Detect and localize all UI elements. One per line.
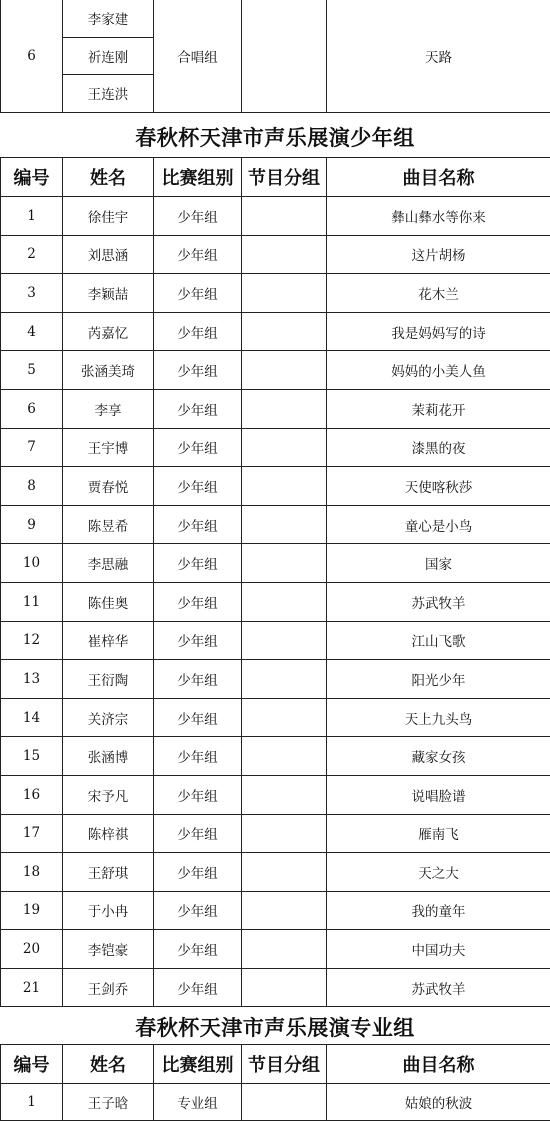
section-title-pro: 春秋杯天津市声乐展演专业组 (135, 1015, 415, 1040)
competition-group: 少年组 (154, 389, 242, 428)
song-title: 这片胡杨 (327, 235, 550, 274)
entry-number: 19 (1, 891, 63, 930)
contestant-name: 王子晗 (63, 1084, 154, 1121)
competition-group: 少年组 (154, 698, 242, 737)
header-row (1, 158, 550, 197)
program-subgroup (242, 737, 327, 776)
competition-group: 少年组 (154, 621, 242, 660)
competition-group: 少年组 (154, 505, 242, 544)
entry-number: 1 (1, 1084, 63, 1121)
program-subgroup (242, 544, 327, 583)
song-title: 藏家女孩 (327, 737, 550, 776)
program-subgroup (242, 197, 327, 236)
competition-group: 少年组 (154, 814, 242, 853)
song-title: 姑娘的秋波 (327, 1084, 550, 1121)
table-row (1, 235, 550, 274)
program-subgroup (242, 389, 327, 428)
header-group: 比赛组别 (154, 1045, 242, 1084)
contestant-name: 张涵博 (63, 737, 154, 776)
entry-number: 12 (1, 621, 63, 660)
table-row (1, 660, 550, 699)
competition-group: 少年组 (154, 235, 242, 274)
program-subgroup (242, 1084, 327, 1121)
song-title: 中国功夫 (327, 930, 550, 969)
entry-number: 18 (1, 853, 63, 892)
entry-number: 6 (1, 389, 63, 428)
song-title: 我是妈妈写的诗 (327, 312, 550, 351)
contestant-name: 王宇博 (63, 428, 154, 467)
program-subgroup (242, 505, 327, 544)
contestant-name: 李享 (63, 389, 154, 428)
entry-number: 11 (1, 582, 63, 621)
competition-group: 少年组 (154, 274, 242, 313)
header-subgroup: 节目分组 (242, 1045, 327, 1084)
contestant-name: 王剑乔 (63, 968, 154, 1007)
entry-number: 20 (1, 930, 63, 969)
table-row (1, 312, 550, 351)
table-row (1, 737, 550, 776)
member-name: 李家建 (63, 0, 154, 37)
program-subgroup (242, 582, 327, 621)
contestant-name: 张涵美琦 (63, 351, 154, 390)
program-subgroup (242, 698, 327, 737)
entry-number: 3 (1, 274, 63, 313)
header-name: 姓名 (63, 1045, 154, 1084)
contestant-name: 崔梓华 (63, 621, 154, 660)
competition-group: 少年组 (154, 351, 242, 390)
program-subgroup (242, 775, 327, 814)
competition-group: 少年组 (154, 582, 242, 621)
entry-number: 7 (1, 428, 63, 467)
contestant-name: 刘思涵 (63, 235, 154, 274)
song-title: 茉莉花开 (327, 389, 550, 428)
contestant-name: 李思融 (63, 544, 154, 583)
song-title: 说唱脸谱 (327, 775, 550, 814)
entry-number: 14 (1, 698, 63, 737)
youth-table (0, 157, 550, 1007)
table-row (1, 389, 550, 428)
song-title: 苏武牧羊 (327, 582, 550, 621)
table-row (1, 351, 550, 390)
program-subgroup (242, 621, 327, 660)
header-number: 编号 (1, 1045, 63, 1084)
song-title: 苏武牧羊 (327, 968, 550, 1007)
contestant-name: 李铠豪 (63, 930, 154, 969)
contestant-name: 王衍陶 (63, 660, 154, 699)
section-title-youth: 春秋杯天津市声乐展演少年组 (135, 125, 415, 150)
song-title: 妈妈的小美人鱼 (327, 351, 550, 390)
competition-group: 少年组 (154, 197, 242, 236)
contestant-name: 陈佳奥 (63, 582, 154, 621)
entry-number: 5 (1, 351, 63, 390)
header-song: 曲目名称 (327, 158, 550, 197)
entry-number: 16 (1, 775, 63, 814)
table-row (1, 853, 550, 892)
table-row (1, 544, 550, 583)
program-subgroup (242, 930, 327, 969)
member-name: 祈连刚 (63, 37, 154, 75)
header-row (1, 1045, 550, 1084)
table-row (1, 274, 550, 313)
table-row (1, 968, 550, 1007)
table-row (1, 891, 550, 930)
song-title: 花木兰 (327, 274, 550, 313)
contestant-name: 于小冉 (63, 891, 154, 930)
header-group: 比赛组别 (154, 158, 242, 197)
contestant-name: 陈梓祺 (63, 814, 154, 853)
song-title: 天上九头鸟 (327, 698, 550, 737)
header-subgroup: 节目分组 (242, 158, 327, 197)
table-row (1, 505, 550, 544)
table-row (1, 621, 550, 660)
program-subgroup (242, 0, 327, 112)
program-subgroup (242, 274, 327, 313)
competition-group: 少年组 (154, 930, 242, 969)
program-subgroup (242, 853, 327, 892)
program-subgroup (242, 428, 327, 467)
competition-group: 少年组 (154, 312, 242, 351)
contestant-name: 陈昱希 (63, 505, 154, 544)
pro-table (0, 1044, 550, 1121)
header-name: 姓名 (63, 158, 154, 197)
program-subgroup (242, 235, 327, 274)
table-row (1, 582, 550, 621)
song-title: 天使喀秋莎 (327, 467, 550, 506)
competition-group: 专业组 (154, 1084, 242, 1121)
entry-number: 17 (1, 814, 63, 853)
song-title: 雁南飞 (327, 814, 550, 853)
program-subgroup (242, 968, 327, 1007)
entry-number: 10 (1, 544, 63, 583)
competition-group: 少年组 (154, 660, 242, 699)
table-row (1, 428, 550, 467)
table-row (1, 197, 550, 236)
contestant-name: 王舒琪 (63, 853, 154, 892)
competition-group: 少年组 (154, 891, 242, 930)
contestant-name: 贾春悦 (63, 467, 154, 506)
contestant-name: 关济宗 (63, 698, 154, 737)
table-row (1, 467, 550, 506)
entry-number: 9 (1, 505, 63, 544)
contestant-name: 芮嘉忆 (63, 312, 154, 351)
song-title: 童心是小鸟 (327, 505, 550, 544)
song-title: 漆黑的夜 (327, 428, 550, 467)
table-row (1, 775, 550, 814)
member-name: 王连洪 (63, 75, 154, 113)
song-title: 国家 (327, 544, 550, 583)
entry-number: 13 (1, 660, 63, 699)
competition-group: 少年组 (154, 968, 242, 1007)
program-subgroup (242, 891, 327, 930)
song-title: 阳光少年 (327, 660, 550, 699)
chorus-table (0, 0, 550, 113)
program-subgroup (242, 814, 327, 853)
contestant-name: 李颖喆 (63, 274, 154, 313)
competition-group: 少年组 (154, 467, 242, 506)
song-title: 江山飞歌 (327, 621, 550, 660)
entry-number: 15 (1, 737, 63, 776)
header-song: 曲目名称 (327, 1045, 550, 1084)
table-row (1, 698, 550, 737)
entry-number: 8 (1, 467, 63, 506)
table-row (1, 930, 550, 969)
entry-number: 4 (1, 312, 63, 351)
song-title: 天路 (327, 0, 550, 112)
entry-number: 6 (1, 0, 63, 112)
contestant-name: 宋予凡 (63, 775, 154, 814)
table-row (1, 1084, 550, 1121)
program-subgroup (242, 467, 327, 506)
table-row (1, 814, 550, 853)
song-title: 天之大 (327, 853, 550, 892)
song-title: 我的童年 (327, 891, 550, 930)
contestant-name: 徐佳宇 (63, 197, 154, 236)
entry-number: 2 (1, 235, 63, 274)
program-subgroup (242, 351, 327, 390)
entry-number: 21 (1, 968, 63, 1007)
competition-group: 少年组 (154, 775, 242, 814)
header-number: 编号 (1, 158, 63, 197)
competition-group: 合唱组 (154, 0, 242, 112)
entry-number: 1 (1, 197, 63, 236)
program-subgroup (242, 660, 327, 699)
competition-group: 少年组 (154, 853, 242, 892)
competition-group: 少年组 (154, 544, 242, 583)
competition-group: 少年组 (154, 737, 242, 776)
competition-group: 少年组 (154, 428, 242, 467)
song-title: 彝山彝水等你来 (327, 197, 550, 236)
program-subgroup (242, 312, 327, 351)
